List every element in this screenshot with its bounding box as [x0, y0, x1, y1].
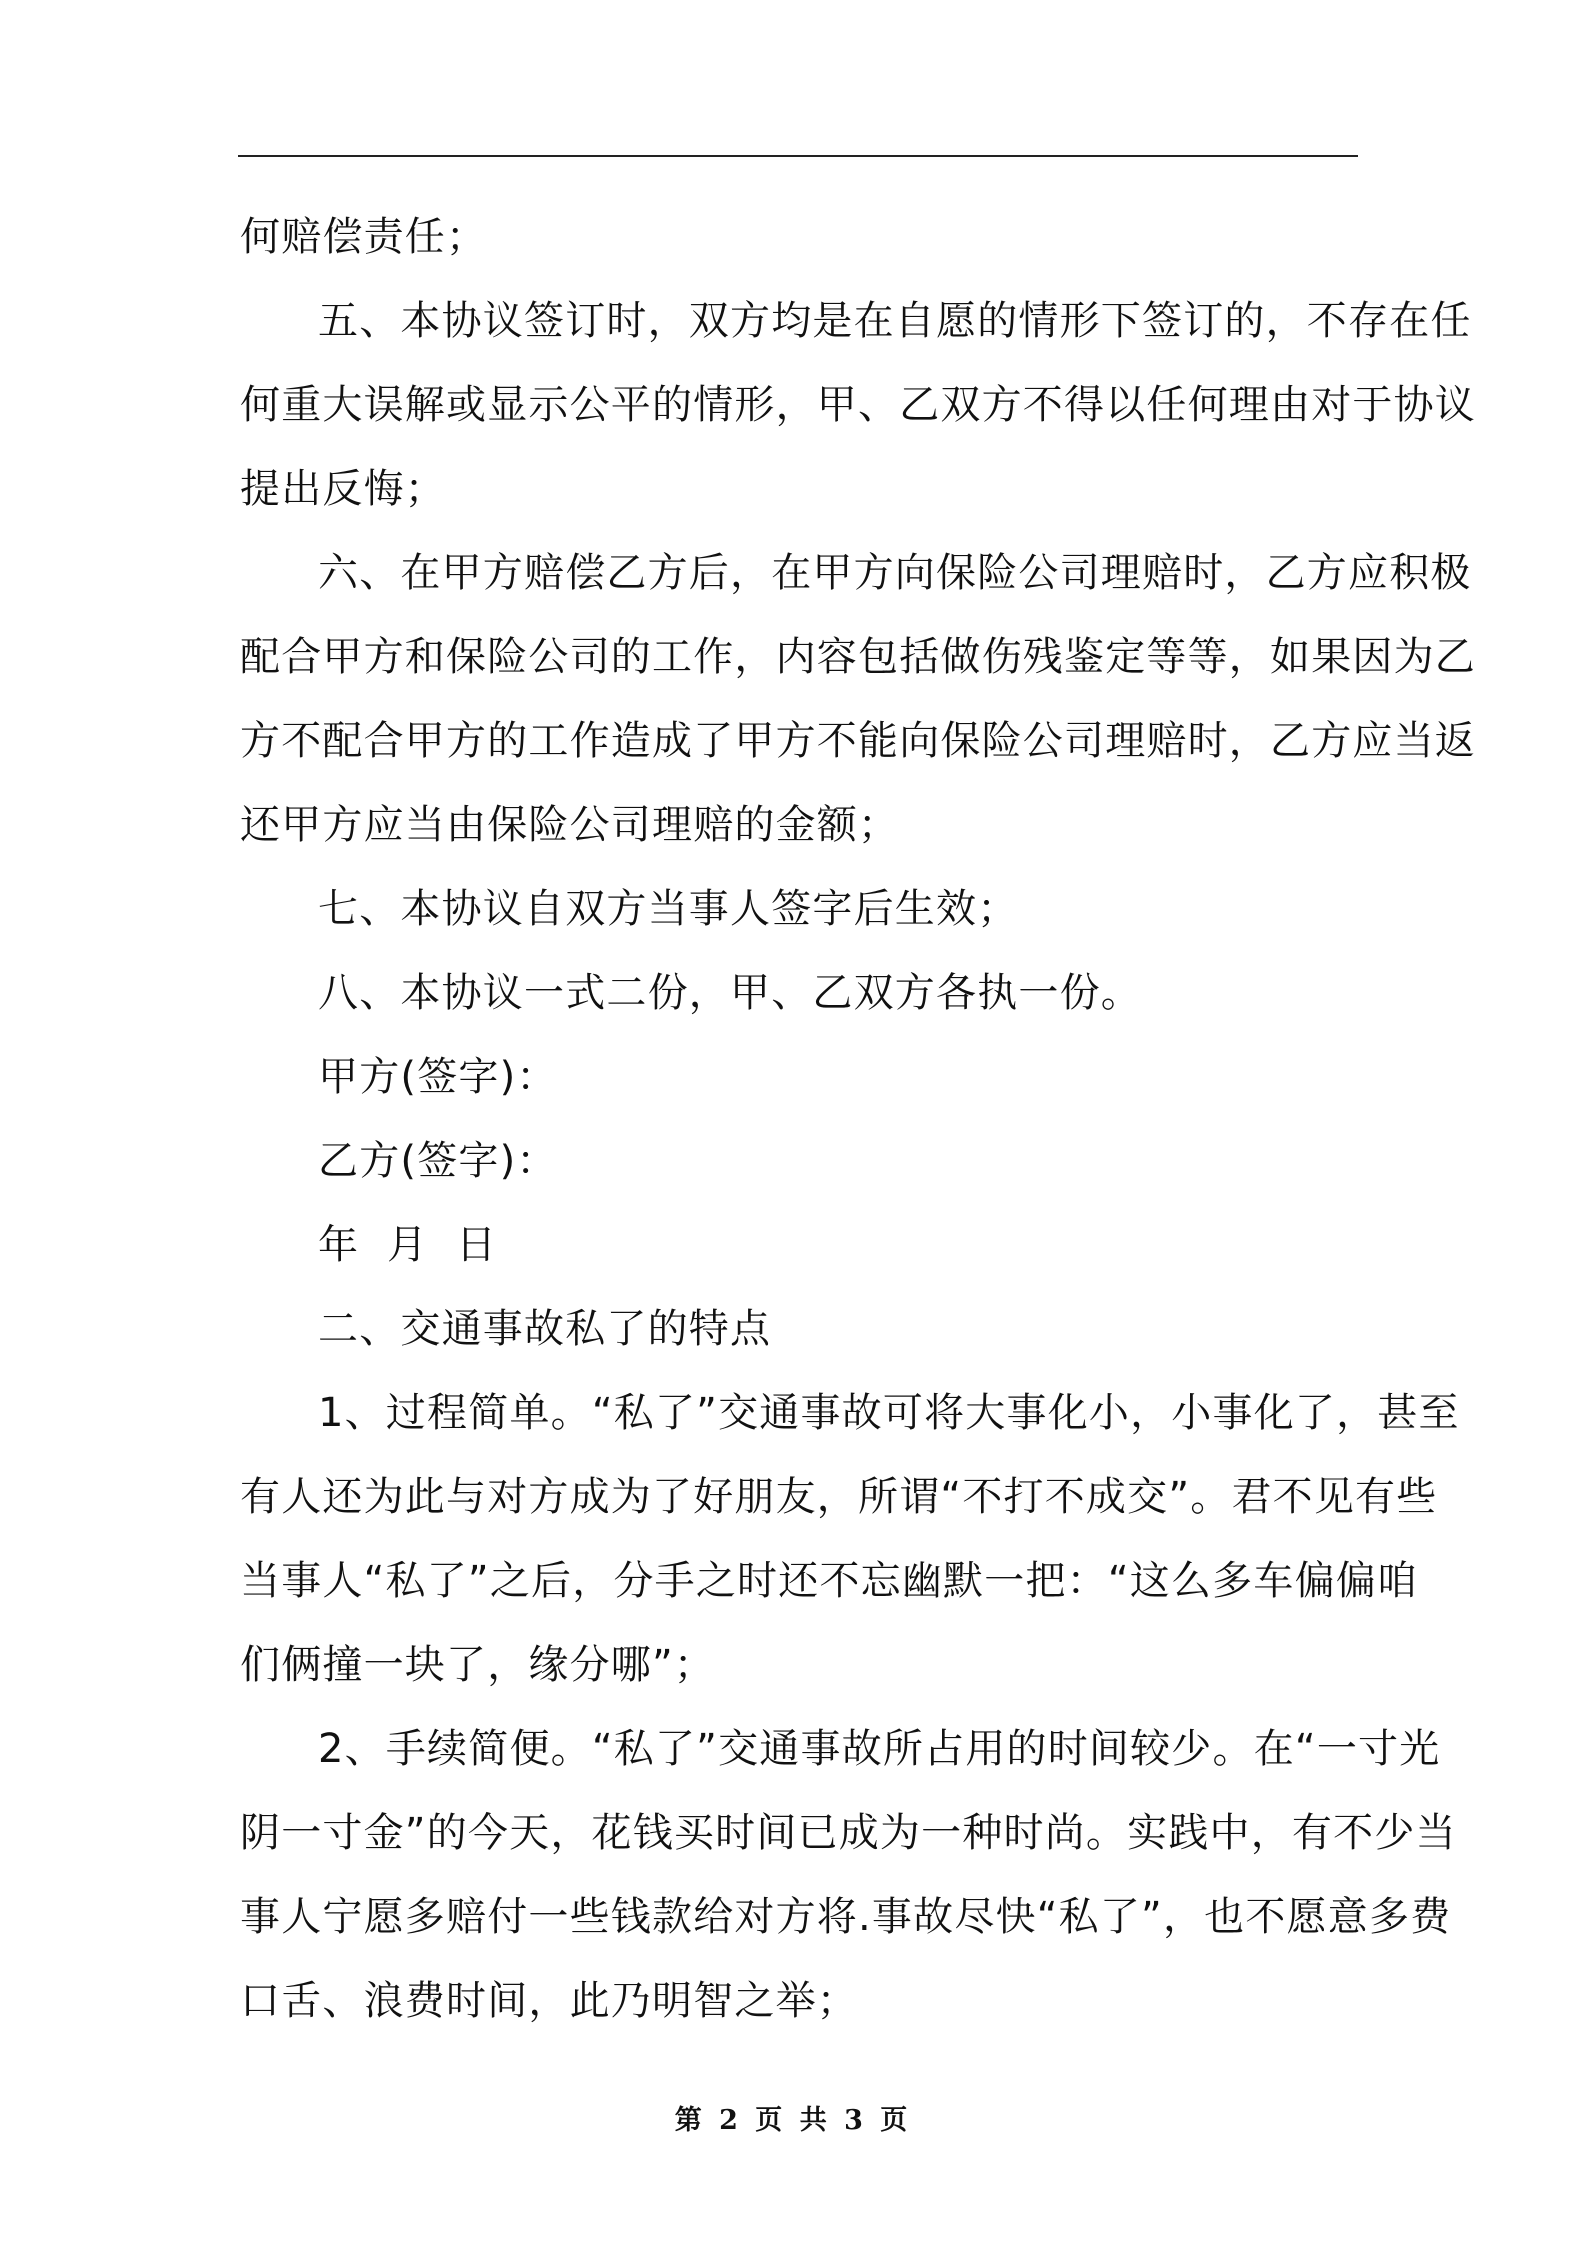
page-number-footer: 第 2 页 共 3 页: [674, 2105, 912, 2136]
point-two: 2、手续简便。“私了”交通事故所占用的时间较少。在“一寸光: [318, 1726, 1441, 1772]
text-line: 方不配合甲方的工作造成了甲方不能向保险公司理赔时，乙方应当返: [240, 718, 1476, 764]
party-a-signature-label: 甲方(签字)：: [318, 1054, 558, 1100]
clause-eight: 八、本协议一式二份，甲、乙双方各执一份。: [318, 970, 1142, 1016]
document-body: [240, 195, 1476, 2043]
party-b-signature-label: 乙方(签字)：: [318, 1138, 558, 1184]
text-line: 有人还为此与对方成为了好朋友，所谓“不打不成交”。君不见有些: [240, 1474, 1438, 1520]
text-line: 何重大误解或显示公平的情形，甲、乙双方不得以任何理由对于协议: [240, 382, 1476, 428]
clause-seven: 七、本协议自双方当事人签字后生效；: [318, 886, 1019, 932]
text-line: 还甲方应当由保险公司理赔的金额；: [240, 802, 900, 848]
clause-six: 六、在甲方赔偿乙方后，在甲方向保险公司理赔时，乙方应积极: [318, 550, 1472, 596]
text-line: 事人宁愿多赔付一些钱款给对方将.事故尽快“私了”，也不愿意多费: [240, 1894, 1452, 1940]
point-one: 1、过程简单。“私了”交通事故可将大事化小，小事化了，甚至: [318, 1390, 1460, 1436]
date-label: 年 月 日: [318, 1222, 498, 1268]
text-line: 们俩撞一块了，缘分哪”；: [240, 1642, 716, 1688]
text-line: 何赔偿责任；: [240, 214, 488, 260]
text-line: 当事人“私了”之后，分手之时还不忘幽默一把：“这么多车偏偏咱: [240, 1558, 1419, 1604]
clause-five: 五、本协议签订时，双方均是在自愿的情形下签订的，不存在任: [318, 298, 1472, 344]
text-line: 阴一寸金”的今天，花钱买时间已成为一种时尚。实践中，有不少当: [240, 1810, 1457, 1856]
text-line: 配合甲方和保险公司的工作，内容包括做伤残鉴定等等，如果因为乙: [240, 634, 1476, 680]
text-line: 口舌、浪费时间，此乃明智之举；: [240, 1978, 858, 2024]
section-heading: 二、交通事故私了的特点: [318, 1306, 772, 1352]
text-line: 提出反悔；: [240, 466, 446, 512]
header-divider: [238, 155, 1358, 157]
